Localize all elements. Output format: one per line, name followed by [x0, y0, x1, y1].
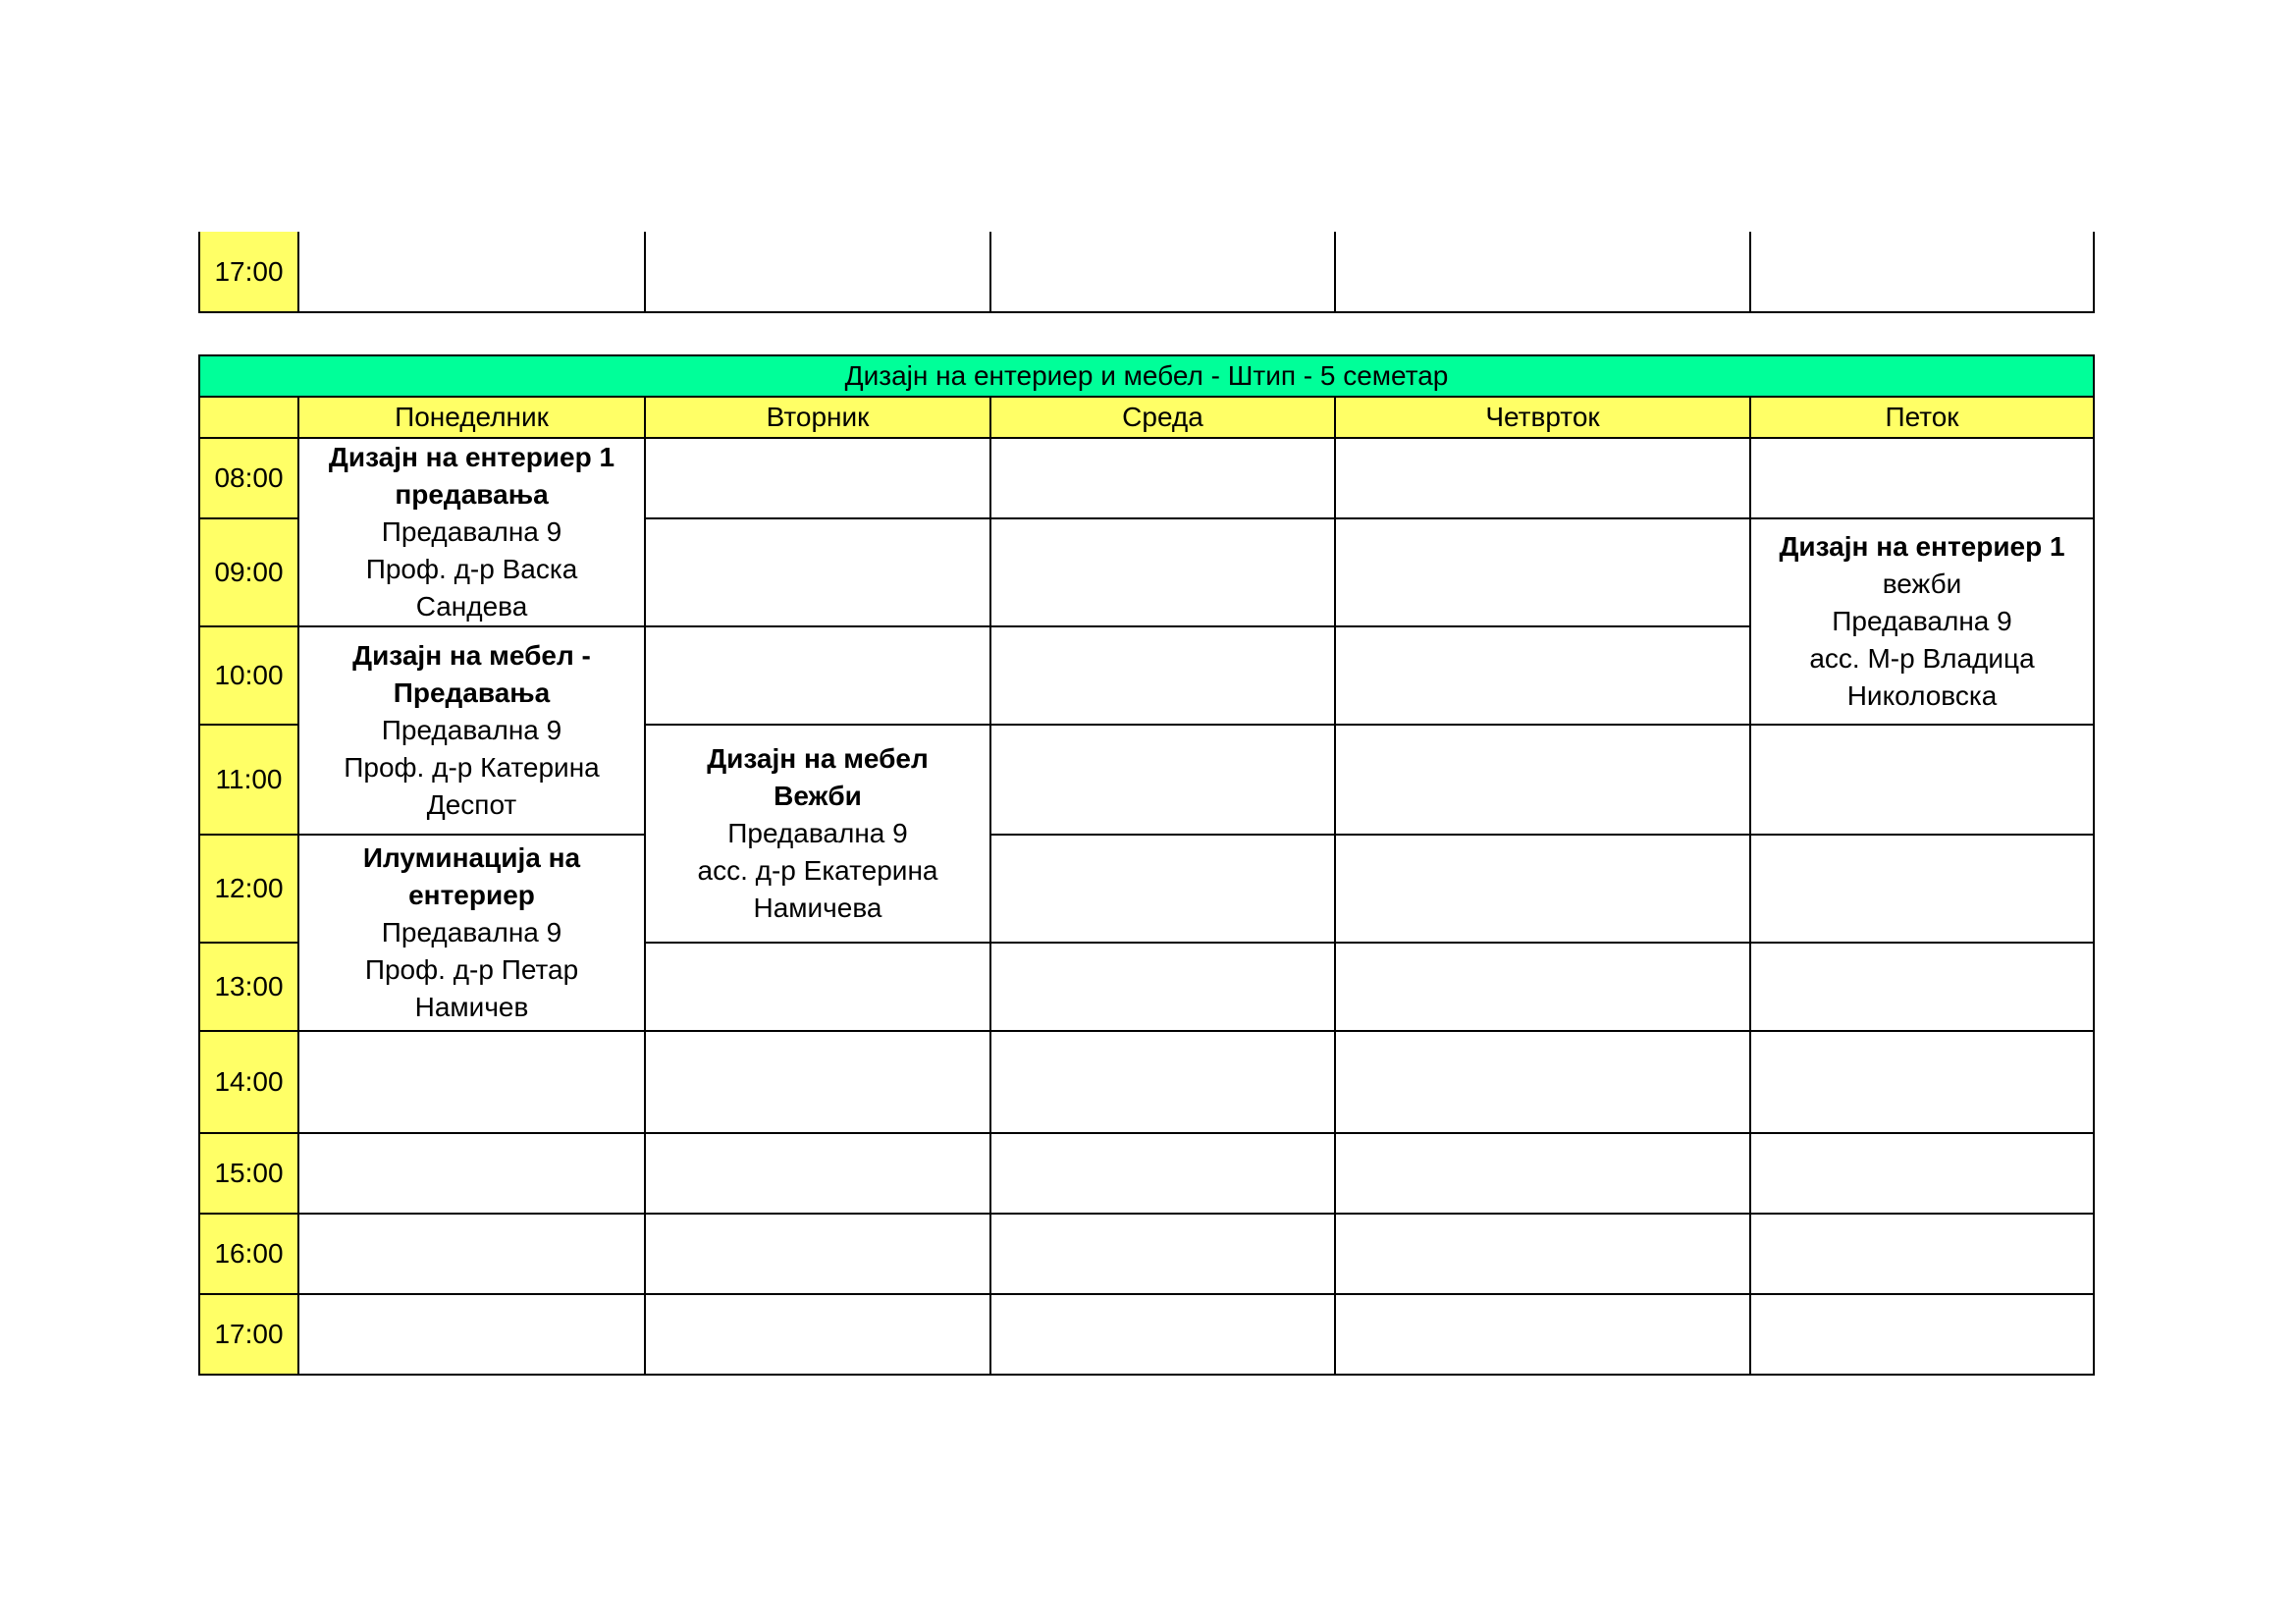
event-room: Предавална 9: [381, 516, 562, 547]
empty-cell: [990, 943, 1335, 1031]
empty-cell: [645, 943, 990, 1031]
empty-cell: [1335, 626, 1750, 725]
empty-cell: [1750, 835, 2094, 943]
empty-cell: [1335, 1294, 1750, 1375]
empty-cell: [1335, 835, 1750, 943]
empty-cell: [1335, 438, 1750, 518]
empty-cell: [990, 725, 1335, 835]
empty-cell: [990, 626, 1335, 725]
event-mon-furniture-lecture: [298, 626, 645, 835]
corner-cell: [199, 397, 298, 438]
event-tue-furniture-exercises: [645, 725, 990, 943]
empty-cell: [1335, 232, 1750, 312]
time-cell: 17:00: [199, 232, 298, 312]
time-cell: 12:00: [199, 835, 298, 943]
day-header-wednesday: Среда: [990, 397, 1335, 438]
empty-cell: [298, 1133, 645, 1214]
event-teacher: Николовска: [1846, 680, 1998, 711]
time-cell: 09:00: [199, 518, 298, 626]
event-teacher: Проф. д-р Петар: [364, 954, 579, 985]
day-header-friday: Петок: [1750, 397, 2094, 438]
time-cell: 15:00: [199, 1133, 298, 1214]
empty-cell: [645, 1214, 990, 1294]
schedule-table: [198, 354, 2095, 1376]
event-teacher: асс. М-р Владица: [1809, 643, 2035, 674]
empty-cell: [298, 232, 645, 312]
event-title: Дизајн на ентериер 1: [328, 442, 615, 472]
event-title: Илуминација на: [362, 842, 581, 873]
event-room: Предавална 9: [381, 917, 562, 947]
empty-cell: [1750, 725, 2094, 835]
empty-cell: [1335, 725, 1750, 835]
empty-cell: [645, 232, 990, 312]
event-teacher: Намичева: [753, 893, 882, 923]
empty-cell: [1750, 1031, 2094, 1133]
time-cell: 10:00: [199, 626, 298, 725]
event-type: Вежби: [774, 781, 862, 811]
empty-cell: [1750, 438, 2094, 518]
empty-cell: [645, 1133, 990, 1214]
day-header-tuesday: Вторник: [645, 397, 990, 438]
empty-cell: [645, 438, 990, 518]
empty-cell: [1750, 1294, 2094, 1375]
empty-cell: [645, 518, 990, 626]
time-cell: 16:00: [199, 1214, 298, 1294]
event-title: Дизајн на мебел: [707, 743, 929, 774]
empty-cell: [990, 438, 1335, 518]
empty-cell: [1750, 943, 2094, 1031]
empty-cell: [645, 626, 990, 725]
event-title: Дизајн на ентериер 1: [1779, 531, 2065, 562]
empty-cell: [1750, 1133, 2094, 1214]
empty-cell: [990, 835, 1335, 943]
empty-cell: [1335, 1031, 1750, 1133]
empty-cell: [990, 518, 1335, 626]
event-mon-lighting-lecture: [298, 835, 645, 1031]
empty-cell: [990, 232, 1335, 312]
empty-cell: [990, 1294, 1335, 1375]
empty-cell: [990, 1133, 1335, 1214]
empty-cell: [1335, 943, 1750, 1031]
empty-cell: [645, 1031, 990, 1133]
event-room: Предавална 9: [1832, 606, 2012, 636]
event-fri-interior-exercises: [1750, 518, 2094, 725]
empty-cell: [1335, 1214, 1750, 1294]
event-teacher: Намичев: [414, 992, 529, 1022]
event-room: Предавална 9: [381, 715, 562, 745]
schedule-title: Дизајн на ентериер и мебел - Штип - 5 семетар: [199, 355, 2094, 397]
empty-cell: [645, 1294, 990, 1375]
event-room: Предавална 9: [727, 818, 908, 848]
empty-cell: [298, 1031, 645, 1133]
empty-cell: [298, 1294, 645, 1375]
event-type: предавања: [395, 479, 549, 510]
event-teacher: Сандева: [415, 591, 528, 622]
event-type: вежби: [1882, 568, 1962, 599]
event-teacher: асс. д-р Екатерина: [697, 855, 938, 886]
time-cell: 11:00: [199, 725, 298, 835]
day-header-thursday: Четврток: [1335, 397, 1750, 438]
empty-cell: [990, 1214, 1335, 1294]
previous-schedule-fragment: [198, 232, 2095, 313]
time-cell: 17:00: [199, 1294, 298, 1375]
time-cell: 08:00: [199, 438, 298, 518]
event-teacher: Проф. д-р Катерина: [344, 752, 600, 783]
event-teacher: Деспот: [426, 789, 517, 820]
time-cell: 13:00: [199, 943, 298, 1031]
empty-cell: [1750, 1214, 2094, 1294]
empty-cell: [1750, 232, 2094, 312]
event-mon-interior-lecture: [298, 438, 645, 626]
empty-cell: [990, 1031, 1335, 1133]
empty-cell: [298, 1214, 645, 1294]
event-teacher: Проф. д-р Васка: [365, 554, 578, 584]
event-type: Предавања: [393, 677, 551, 708]
time-cell: 14:00: [199, 1031, 298, 1133]
empty-cell: [1335, 1133, 1750, 1214]
event-title: Дизајн на мебел -: [352, 640, 591, 671]
event-type: ентериер: [408, 880, 535, 910]
empty-cell: [1335, 518, 1750, 626]
day-header-monday: Понеделник: [298, 397, 645, 438]
